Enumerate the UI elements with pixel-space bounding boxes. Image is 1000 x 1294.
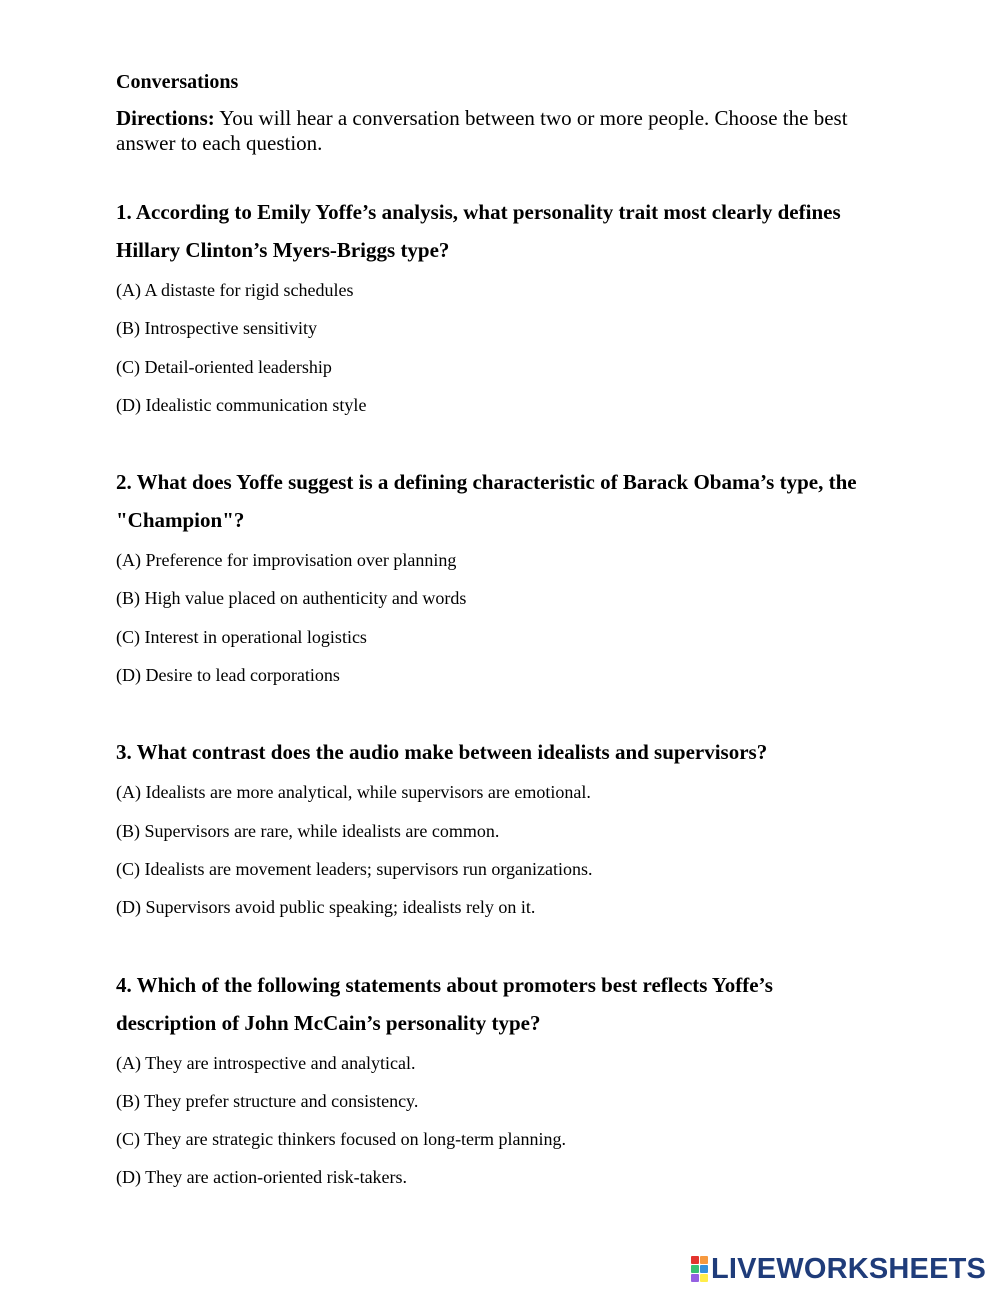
section-title: Conversations <box>116 71 239 93</box>
liveworksheets-logo <box>691 1254 986 1284</box>
worksheet-page <box>116 68 876 1236</box>
answer-options <box>116 271 876 424</box>
option-d[interactable]: (D) They are action-oriented risk-takers. <box>116 1167 408 1188</box>
question-text: 3. What contrast does the audio make between idealists and supervisors? <box>116 740 768 765</box>
question-text: 1. According to Emily Yoffe’s analysis, what personality trait most clearly defines Hillary Clinton’s Myers-Briggs type? <box>116 200 841 262</box>
option-a[interactable]: (A) Idealists are more analytical, while supervisors are emotional. <box>116 782 591 803</box>
question-text: 2. What does Yoffe suggest is a defining characteristic of Barack Obama’s type, the "Champion"? <box>116 470 857 533</box>
option-d[interactable]: (D) Idealistic communication style <box>116 394 367 415</box>
logo-mark-icon <box>691 1256 708 1282</box>
option-d[interactable]: (D) Desire to lead corporations <box>116 665 340 686</box>
question-1 <box>116 193 876 424</box>
option-c[interactable]: (C) Interest in operational logistics <box>116 626 367 647</box>
option-b[interactable]: (B) High value placed on authenticity and words <box>116 588 467 609</box>
question-3 <box>116 733 876 926</box>
option-c[interactable]: (C) Idealists are movement leaders; supervisors run organizations. <box>116 858 593 879</box>
option-c[interactable]: (C) Detail-oriented leadership <box>116 356 332 377</box>
option-b[interactable]: (B) Introspective sensitivity <box>116 318 317 339</box>
option-a[interactable]: (A) They are introspective and analytical. <box>116 1052 416 1073</box>
directions-label: Directions: <box>116 106 215 130</box>
logo-text: LIVEWORKSHEETS <box>711 1253 987 1285</box>
answer-options <box>116 541 876 694</box>
option-d[interactable]: (D) Supervisors avoid public speaking; idealists rely on it. <box>116 897 536 918</box>
question-2 <box>116 463 876 694</box>
option-a[interactable]: (A) Preference for improvisation over planning <box>116 550 457 571</box>
answer-options <box>116 773 876 926</box>
option-a[interactable]: (A) A distaste for rigid schedules <box>116 280 354 300</box>
directions <box>116 106 876 156</box>
answer-options <box>116 1044 876 1197</box>
question-text: 4. Which of the following statements about promoters best reflects Yoffe’s description of John McCain’s personality type? <box>116 972 773 1035</box>
question-4 <box>116 966 876 1197</box>
option-b[interactable]: (B) Supervisors are rare, while idealists are common. <box>116 820 500 841</box>
option-c[interactable]: (C) They are strategic thinkers focused on long-term planning. <box>116 1129 567 1150</box>
directions-text: You will hear a conversation between two or more people. Choose the best answer to each question. <box>116 106 848 155</box>
option-b[interactable]: (B) They prefer structure and consistency. <box>116 1090 419 1111</box>
